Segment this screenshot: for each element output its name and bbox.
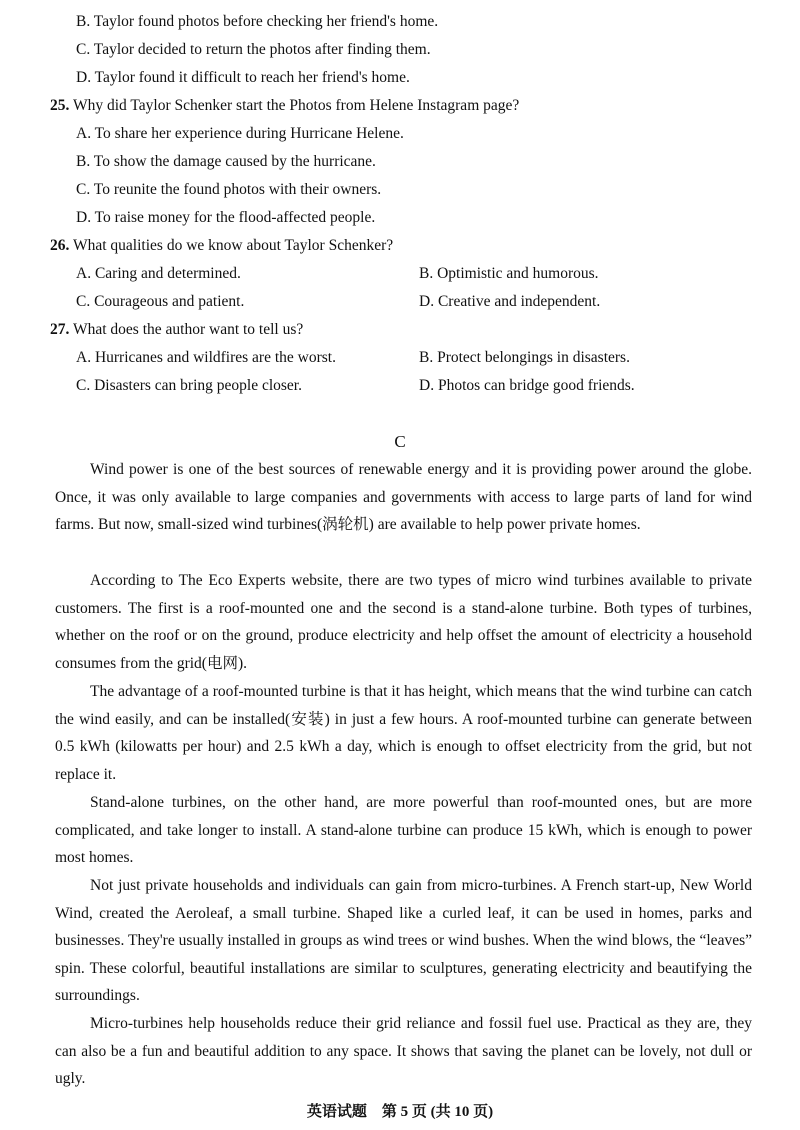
q26-option-a[interactable]: A. Caring and determined. [76,265,241,282]
q26-text: What qualities do we know about Taylor Schenker? [72,237,394,254]
page-footer: 英语试题 第 5 页 (共 10 页) [306,1104,494,1120]
passage-paragraph-1: Wind power is one of the best sources of renewable energy and it is providing power around the globe. Once, it was only available to large companies and governments with access to large parts of land for wind farms. But now, small-sized wind turbines(涡轮机) are available to help power private homes. [55,461,752,533]
q24-option-b[interactable]: B. Taylor found photos before checking her friend's home. [76,13,439,30]
q27-option-d[interactable]: D. Photos can bridge good friends. [419,377,635,394]
passage-paragraph-6: Micro-turbines help households reduce their grid reliance and fossil fuel use. Practical as they are, they can also be a fun and beautiful addition to any space. It shows that saving the planet can be lovely, not dull or ugly. [55,1015,752,1087]
q25-number: 25. [50,97,70,114]
passage-title: C [394,432,406,451]
q25-option-a[interactable]: A. To share her experience during Hurricane Helene. [76,125,404,142]
passage-paragraph-5: Not just private households and individuals can gain from micro-turbines. A French start-up, New World Wind, created the Aeroleaf, a small turbine. Shaped like a curled leaf, it can be used in homes, parks and businesses. They're usually installed in groups as wind trees or wind bushes. When the wind blows, the “leaves” spin. These colorful, beautiful installations are similar to sculptures, generating electricity and beautifying the surroundings. [55,877,752,1004]
q26-option-d[interactable]: D. Creative and independent. [419,293,601,310]
q27-number: 27. [50,321,70,338]
q26-option-c[interactable]: C. Courageous and patient. [76,293,245,310]
q25-option-b[interactable]: B. To show the damage caused by the hurricane. [76,153,376,170]
q25-option-c[interactable]: C. To reunite the found photos with their owners. [76,181,382,198]
q25-option-d[interactable]: D. To raise money for the flood-affected people. [76,209,376,226]
q27-text: What does the author want to tell us? [72,321,304,338]
q24-option-c[interactable]: C. Taylor decided to return the photos after finding them. [76,41,431,58]
q25-text: Why did Taylor Schenker start the Photos from Helene Instagram page? [72,97,520,114]
q27-stem [50,320,303,340]
q27-option-b[interactable]: B. Protect belongings in disasters. [419,349,630,366]
passage-paragraph-4: Stand-alone turbines, on the other hand, are more powerful than roof-mounted ones, but are more complicated, and take longer to install. A stand-alone turbine can produce 15 kWh, which is enough to power most homes. [55,794,752,866]
q26-option-b[interactable]: B. Optimistic and humorous. [419,265,599,282]
passage-paragraph-2: According to The Eco Experts website, there are two types of micro wind turbines available to private customers. The first is a roof-mounted one and the second is a stand-alone turbine. Both types of turbines, whether on the roof or on the ground, produce electricity and help offset the amount of electricity a household consumes from the grid(电网). [55,572,752,672]
q27-option-c[interactable]: C. Disasters can bring people closer. [76,377,302,394]
q25-stem [50,96,519,116]
q27-option-a[interactable]: A. Hurricanes and wildfires are the worst. [76,349,336,366]
q26-number: 26. [50,237,70,254]
passage-paragraph-3: The advantage of a roof-mounted turbine is that it has height, which means that the wind turbine can catch the wind easily, and can be installed(安装) in just a few hours. A roof-mounted turbine can generate between 0.5 kWh (kilowatts per hour) and 2.5 kWh a day, which is enough to offset electricity from the grid, but not replace it. [55,683,752,783]
q26-stem [50,236,393,256]
q24-option-d[interactable]: D. Taylor found it difficult to reach her friend's home. [76,69,410,86]
